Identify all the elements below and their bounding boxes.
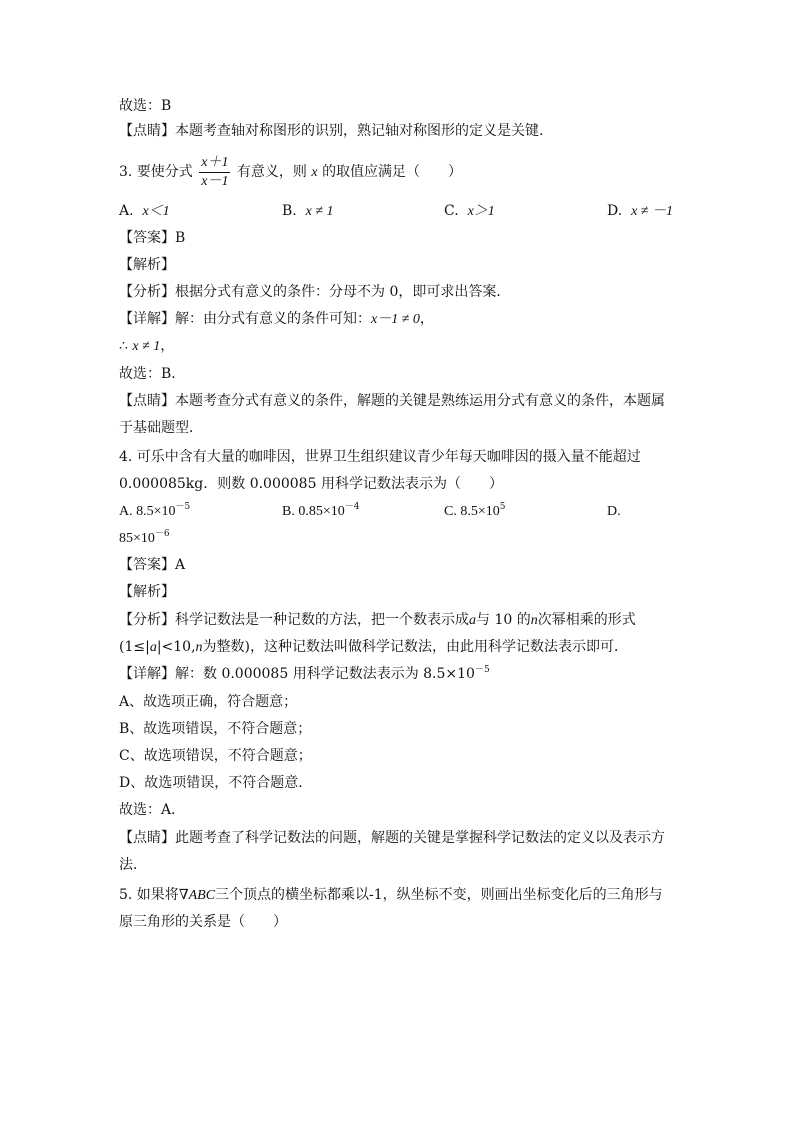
text-line: B、故选项错误，不符合题意； [119, 721, 312, 737]
exponent: －4 [344, 502, 360, 512]
q3-option-c [444, 201, 495, 222]
q4-option-c [444, 501, 505, 522]
text-line [119, 336, 174, 357]
analysis-label: 【解析】 [119, 584, 175, 600]
analysis-label: 【解析】 [119, 257, 175, 273]
text-span: 5. 如果将 [119, 887, 179, 903]
option-text: A. 8.5×10 [119, 504, 176, 519]
fraction-denominator: x－1 [201, 173, 229, 189]
text-line: 故选：B． [119, 366, 186, 382]
question-5 [119, 885, 663, 906]
option-text: B. 0.85×10 [282, 504, 345, 519]
q3-stem-part: 3. 要使分式 [119, 164, 193, 180]
text-line: C、故选项错误，不符合题意； [119, 748, 312, 764]
text-span: 【分析】科学记数法是一种记数的方法，把一个数表示成 [119, 612, 469, 628]
text-line: 法． [119, 857, 147, 873]
exponent: －5 [175, 502, 191, 512]
text-line [119, 664, 490, 684]
exponent: －5 [474, 665, 490, 675]
text-span: ， [419, 311, 434, 327]
answer-label: 【答案】A [119, 557, 186, 573]
therefore-symbol: ∴ [119, 338, 128, 354]
option-text: 85×10 [119, 531, 155, 546]
question-4: 4. 可乐中含有大量的咖啡因，世界卫生组织建议青少年每天咖啡因的摄入量不能超过 [119, 449, 641, 465]
q4-option-d-value [119, 528, 170, 549]
q3-option-a [119, 201, 170, 222]
triangle-symbol: ∇ABC [178, 888, 216, 903]
option-label: B. [282, 203, 297, 219]
text-span: |<10, [156, 639, 196, 655]
text-line [119, 637, 628, 658]
text-line: 【点睛】本题考查轴对称图形的识别，熟记轴对称图形的定义是关键. [119, 123, 544, 139]
text-span: 【详解】解：由分式有意义的条件可知： [119, 311, 371, 327]
option-math: x ≠ 1 [305, 204, 334, 219]
text-line: 原三角形的关系是（ ） [119, 914, 287, 930]
text-span: 三个顶点的横坐标都乘以-1，纵坐标不变，则画出坐标变化后的三角形与 [215, 887, 663, 903]
math-expr: x ≠ 1 [132, 339, 161, 354]
text-line [119, 309, 434, 330]
option-text: D. [607, 504, 621, 519]
text-span: ， [160, 338, 175, 354]
text-line: 故选：B [119, 98, 172, 114]
text-span: 与 10 的 [476, 612, 531, 628]
text-line: 【点睛】此题考查了科学记数法的问题，解题的关键是掌握科学记数法的定义以及表示方 [119, 830, 665, 846]
exponent: －6 [154, 529, 170, 539]
q3-stem-part: 的取值应满足（ ） [322, 164, 463, 180]
text-line: 【点睛】本题考查分式有意义的条件，解题的关键是熟练运用分式有意义的条件，本题属 [119, 393, 665, 409]
text-line: D、故选项错误，不符合题意． [119, 775, 313, 791]
text-line: 于基础题型． [119, 420, 203, 436]
fraction [199, 154, 230, 191]
text-line: 0.000085kg．则数 0.000085 用科学记数法表示为（ ） [119, 476, 503, 492]
q4-option-b [282, 501, 359, 522]
text-line: 【分析】根据分式有意义的条件：分母不为 0，即可求出答案． [119, 284, 511, 300]
answer-label: 【答案】B [119, 230, 186, 246]
option-math: x ≠ －1 [631, 204, 673, 219]
math-var: n [530, 613, 538, 628]
exponent: 5 [499, 502, 506, 512]
math-var: x [311, 165, 318, 180]
text-line [119, 610, 636, 631]
q3-option-d [607, 201, 673, 222]
option-label: D. [607, 203, 623, 219]
option-math: x＞1 [467, 204, 495, 219]
option-label: C. [444, 203, 459, 219]
option-math: x＜1 [142, 204, 170, 219]
text-span: 【详解】解：数 0.000085 用科学记数法表示为 8.5×10 [119, 666, 475, 682]
q3-option-b [282, 201, 334, 222]
math-expr: x－1 ≠ 0 [371, 312, 420, 327]
text-line: A、故选项正确，符合题意； [119, 694, 298, 710]
option-text: C. 8.5×10 [444, 504, 500, 519]
option-label: A. [119, 203, 134, 219]
text-span: (1≤| [119, 639, 150, 655]
math-var: a [149, 640, 157, 655]
q4-option-d [607, 501, 621, 522]
text-span: 为整数)，这种记数法叫做科学记数法，由此用科学记数法表示即可． [202, 639, 629, 655]
q4-option-a [119, 501, 190, 522]
math-var: n [195, 640, 203, 655]
text-line: 故选：A． [119, 802, 186, 818]
question-3 [119, 152, 462, 192]
fraction-numerator: x＋1 [199, 154, 230, 173]
q3-stem-part: 有意义，则 [236, 164, 307, 180]
text-span: 次幂相乘的形式 [537, 612, 636, 628]
math-var: a [469, 613, 476, 628]
